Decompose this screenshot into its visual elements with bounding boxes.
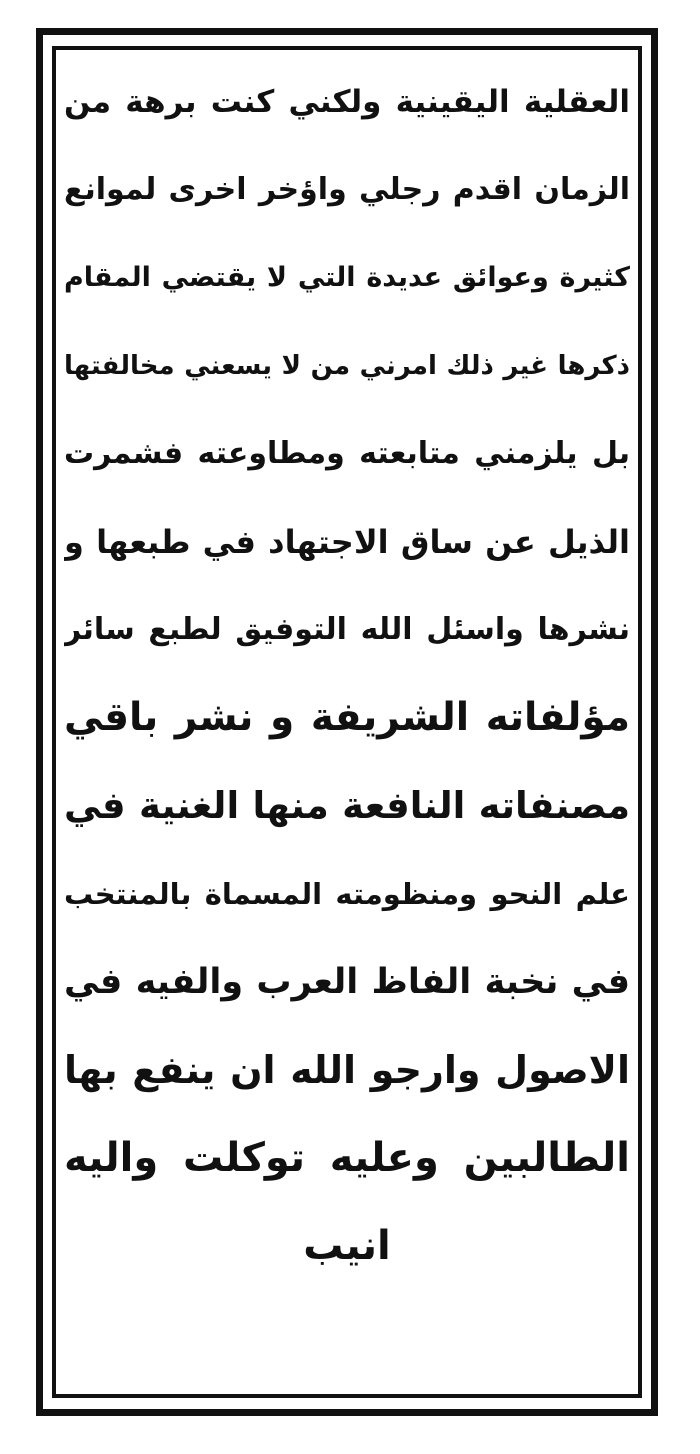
text-line-6: الذيل عن ساق الاجتهاد في طبعها و	[64, 523, 630, 561]
text-line-8: مؤلفاته الشريفة و نشر باقي	[64, 695, 630, 740]
text-line-12: الاصول وارجو الله ان ينفع بها	[64, 1048, 630, 1092]
text-line-10: علم النحو ومنظومته المسماة بالمنتخب	[64, 877, 630, 911]
text-line-11: في نخبة الفاظ العرب والفيه في	[64, 962, 630, 1002]
text-line-5: بل يلزمني متابعته ومطاوعته فشمرت	[64, 436, 630, 471]
text-line-4: ذكرها غير ذلك امرني من لا يسعني مخالفتها	[64, 351, 630, 381]
text-line-13: الطالبين وعليه توكلت واليه	[64, 1135, 630, 1181]
manuscript-text-block	[64, 58, 630, 1386]
text-line-7: نشرها واسئل الله التوفيق لطبع سائر	[64, 612, 630, 647]
text-line-14-closing: انيب	[303, 1223, 391, 1269]
text-line-3: كثيرة وعوائق عديدة التي لا يقتضي المقام	[64, 262, 630, 293]
text-line-9: مصنفاته النافعة منها الغنية في	[64, 784, 630, 827]
text-line-2: الزمان اقدم رجلي واؤخر اخرى لموانع	[64, 172, 630, 207]
text-line-1: العقلية اليقينية ولكني كنت برهة من	[64, 84, 630, 120]
